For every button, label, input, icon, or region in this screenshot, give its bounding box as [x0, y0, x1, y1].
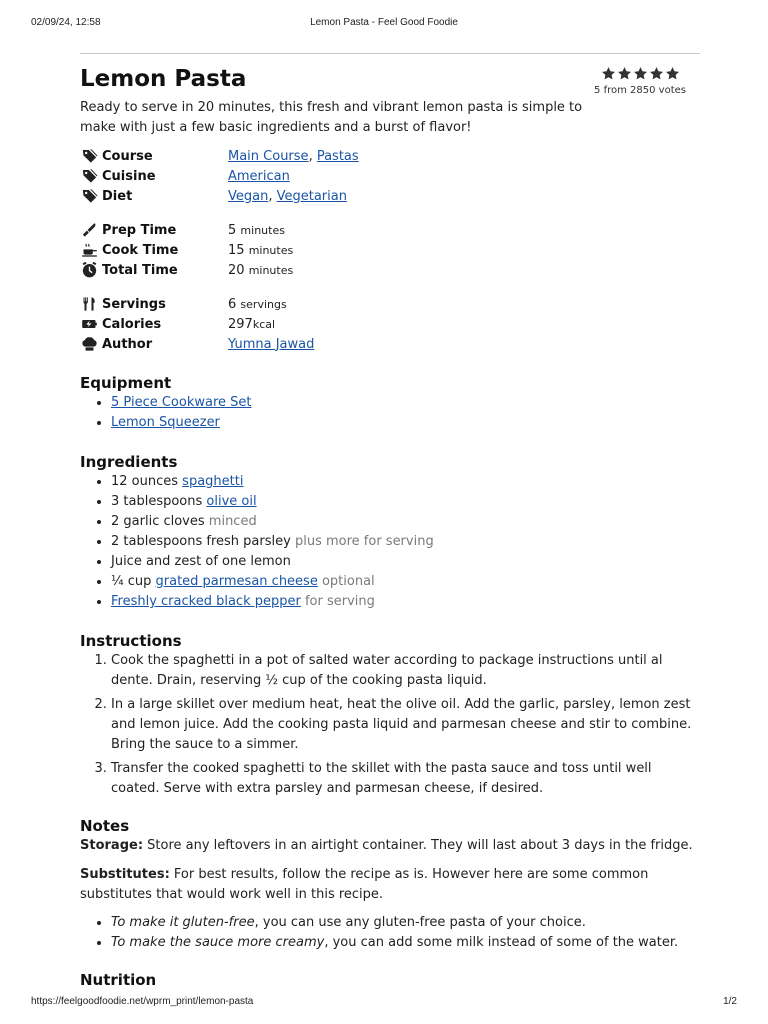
rating-from: from [603, 85, 627, 96]
star-icon [665, 66, 680, 81]
instruction-step: 2. In a large skillet over medium heat, heat the olive oil. Add the garlic, parsley, lemon zest and lemon juice. Add the cooking pasta liquid and parmesan cheese and stir to combine. Bring the sauce to a simmer. [111, 695, 700, 755]
nutrition-section [80, 970, 700, 990]
print-footer [0, 996, 768, 1010]
ingredient-item: • 12 ounces spaghetti [111, 472, 700, 492]
recipe-title: Lemon Pasta [80, 66, 247, 92]
calories-unit: kcal [252, 317, 276, 331]
substitutes-label: Substitutes: [80, 867, 170, 882]
calories-label: Calories [80, 316, 228, 332]
total-time-unit: minutes [248, 263, 294, 277]
print-url: https://feelgoodfoodie.net/wprm_print/lemon-pasta [31, 996, 254, 1007]
cook-time-row [80, 240, 700, 260]
ingredient-item [111, 592, 700, 612]
ingredient-item: • ¼ cup grated parmesan cheese optional [111, 572, 700, 592]
notes-section [80, 816, 700, 953]
course-label: Course [80, 148, 228, 164]
calories-value: 297kcal [228, 316, 276, 332]
print-page-number: 1/2 [723, 996, 737, 1007]
print-page-title: Lemon Pasta - Feel Good Foodie [310, 17, 458, 28]
author-row [80, 334, 700, 354]
tag-icon [80, 168, 98, 184]
chef-hat-icon [80, 336, 98, 352]
course-row [80, 146, 700, 166]
fork-knife-icon [80, 296, 98, 312]
course-link-main-course[interactable]: Main Course [228, 148, 309, 164]
prep-time-value: 5 minutes [228, 222, 285, 238]
cook-time-unit: minutes [248, 243, 294, 257]
ingredient-item: • 3 tablespoons olive oil [111, 492, 700, 512]
storage-label: Storage: [80, 838, 144, 853]
rating-summary [590, 85, 690, 96]
star-icon [649, 66, 664, 81]
clock-icon [80, 262, 98, 278]
equipment-section [80, 373, 700, 433]
substitutes-note: Substitutes: For best results, follow the recipe as is. However here are some common substitutes that would work well in this recipe. [80, 867, 649, 902]
prep-time-label: Prep Time [80, 222, 228, 238]
title-row [80, 62, 700, 98]
prep-time-row [80, 220, 700, 240]
diet-row [80, 186, 700, 206]
tag-icon [80, 148, 98, 164]
instructions-section [80, 631, 700, 799]
total-time-label: Total Time [80, 262, 228, 278]
ingredient-link-spaghetti[interactable]: spaghetti [182, 474, 244, 489]
star-icon [617, 66, 632, 81]
rating-stars [590, 66, 690, 81]
ingredient-item: • 2 tablespoons fresh parsley plus more for serving [111, 532, 700, 552]
ingredient-link-black-pepper[interactable]: Freshly cracked black pepper [111, 594, 301, 609]
ingredient-note: plus more for serving [294, 534, 434, 549]
cook-time-label: Cook Time [80, 242, 228, 258]
rating-votes-count: 2850 [630, 85, 656, 96]
rating-votes-label: votes [658, 85, 686, 96]
ingredient-note: for serving [304, 594, 375, 609]
total-time-row [80, 260, 700, 280]
author-label: Author [80, 336, 228, 352]
print-datetime: 02/09/24, 12:58 [31, 17, 101, 28]
servings-row [80, 294, 700, 314]
cuisine-row [80, 166, 700, 186]
total-time-value: 20 minutes [228, 262, 294, 278]
course-link-pastas[interactable]: Pastas [316, 148, 359, 164]
list-item [111, 413, 700, 433]
instruction-step: 3. Transfer the cooked spaghetti to the skillet with the pasta sauce and toss until well coated. Serve with extra parsley and parmesan cheese, if desired. [111, 759, 700, 799]
times-group [80, 220, 700, 280]
equipment-heading: Equipment [80, 374, 172, 392]
top-divider [80, 53, 700, 54]
recipe-rating [590, 66, 690, 96]
cook-time-value: 15 minutes [228, 242, 294, 258]
notes-heading: Notes [80, 817, 130, 835]
ingredient-note: optional [321, 574, 375, 589]
details-group [80, 294, 700, 354]
diet-label: Diet [80, 188, 228, 204]
list-item [111, 393, 700, 413]
cooking-pot-icon [80, 242, 98, 258]
diet-link-vegan[interactable]: Vegan [228, 188, 269, 204]
ingredient-link-olive-oil[interactable]: olive oil [206, 494, 257, 509]
calories-row [80, 314, 700, 334]
star-icon [633, 66, 648, 81]
instructions-heading: Instructions [80, 632, 182, 650]
ingredients-list [80, 472, 700, 612]
equipment-list [80, 393, 700, 433]
list-item: • To make it gluten-free, you can use any gluten-free pasta of your choice. [111, 913, 700, 933]
instruction-step: 1. Cook the spaghetti in a pot of salted water according to package instructions until al dente. Drain, reserving ½ cup of the cooking pasta liquid. [111, 651, 700, 691]
list-item: • To make the sauce more creamy, you can add some milk instead of some of the water. [111, 933, 700, 953]
course-value: Main Course, Pastas [228, 148, 359, 164]
cuisine-label: Cuisine [80, 168, 228, 184]
cuisine-value [228, 169, 290, 184]
rating-value: 5 [594, 85, 601, 96]
instructions-list [80, 651, 700, 799]
recipe-card [80, 62, 700, 990]
storage-note: Storage: Store any leftovers in an airtight container. They will last about 3 days in the fridge. [80, 838, 693, 853]
ingredient-item: • 2 garlic cloves minced [111, 512, 700, 532]
print-header [0, 17, 768, 31]
star-icon [601, 66, 616, 81]
servings-value: 6 servings [228, 296, 287, 312]
ingredient-note: minced [208, 514, 257, 529]
battery-icon [80, 316, 98, 332]
servings-unit: servings [240, 297, 287, 311]
knife-icon [80, 222, 98, 238]
tag-icon [80, 188, 98, 204]
author-link[interactable]: Yumna Jawad [228, 336, 315, 352]
ingredient-link-parmesan[interactable]: grated parmesan cheese [155, 574, 318, 589]
author-value [228, 337, 314, 352]
prep-time-unit: minutes [240, 223, 285, 237]
ingredients-section [80, 452, 700, 612]
nutrition-heading: Nutrition [80, 971, 157, 989]
substitutes-list [80, 913, 700, 953]
ingredients-heading: Ingredients [80, 453, 178, 471]
equipment-link-lemon-squeezer[interactable]: Lemon Squeezer [111, 415, 220, 430]
ingredient-item: • Juice and zest of one lemon [111, 552, 700, 572]
diet-value: Vegan, Vegetarian [228, 188, 347, 204]
recipe-summary: Ready to serve in 20 minutes, this fresh and vibrant lemon pasta is simple to make with just a few basic ingredients and a burst of flavor! [80, 100, 583, 135]
cuisine-link-american[interactable]: American [228, 168, 290, 184]
servings-label: Servings [80, 296, 228, 312]
tags-group [80, 146, 700, 206]
diet-link-vegetarian[interactable]: Vegetarian [276, 188, 347, 204]
equipment-link-cookware-set[interactable]: 5 Piece Cookware Set [111, 395, 252, 410]
